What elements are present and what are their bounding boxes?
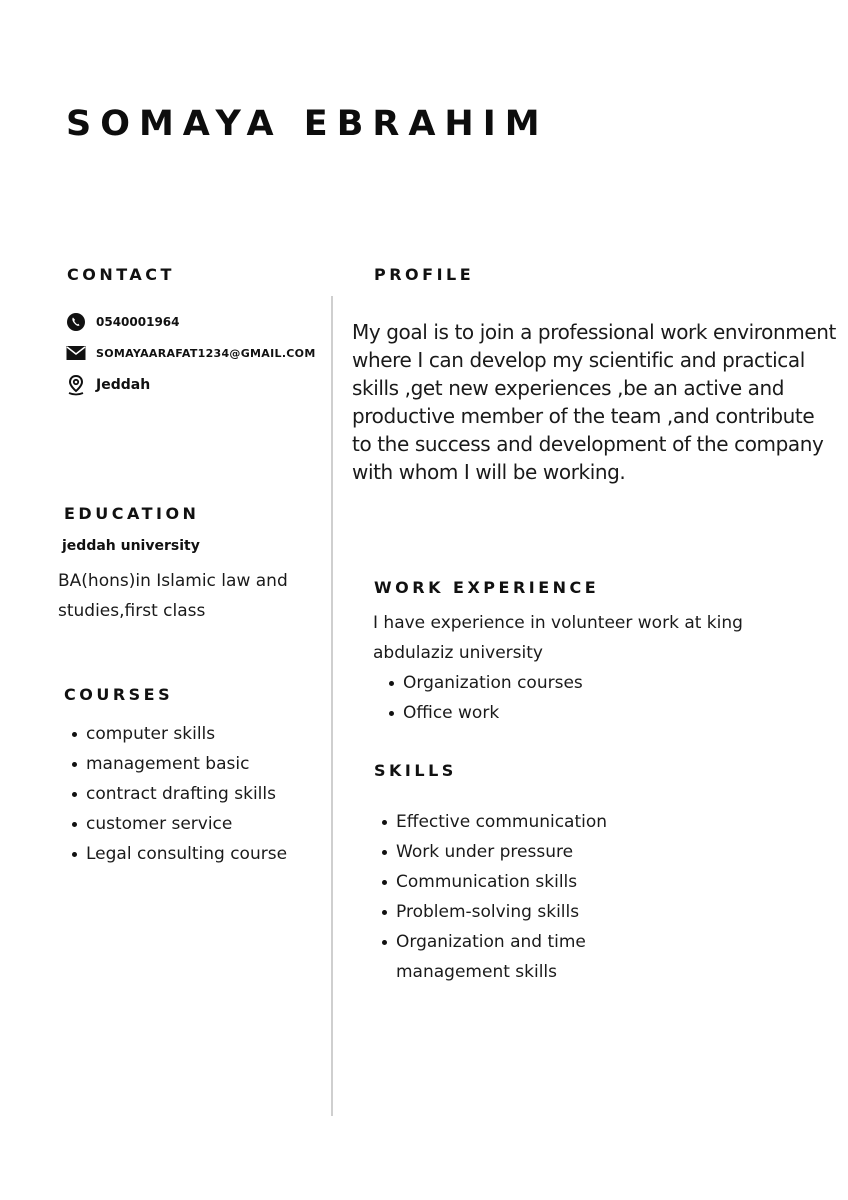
skills-heading: SKILLS xyxy=(374,761,457,780)
list-item: Effective communication xyxy=(382,807,652,837)
bullet-icon xyxy=(72,732,77,737)
bullet-icon xyxy=(72,852,77,857)
bullet-icon xyxy=(389,711,394,716)
work-experience-text: I have experience in volunteer work at king abdulaziz university xyxy=(373,613,743,663)
list-item: Organization and time management skills xyxy=(382,927,652,987)
location-pin-icon xyxy=(66,375,86,395)
list-item: computer skills xyxy=(72,719,322,749)
list-item: Work under pressure xyxy=(382,837,652,867)
resume-name: SOMAYA EBRAHIM xyxy=(66,104,549,144)
work-experience-heading: WORK EXPERIENCE xyxy=(374,578,600,597)
phone-number: 0540001964 xyxy=(96,315,180,329)
profile-heading: PROFILE xyxy=(374,265,475,284)
profile-text: My goal is to join a professional work environment where I can develop my scientific and practical skills ,get new experiences ,be an active and productive member of the team ,and contribute to the success and development of the company with whom I will be working. xyxy=(352,320,836,484)
bullet-icon xyxy=(382,850,387,855)
list-item: Problem-solving skills xyxy=(382,897,652,927)
skills-list xyxy=(382,807,652,987)
list-item: Communication skills xyxy=(382,867,652,897)
courses-list xyxy=(72,719,322,869)
contact-phone-row xyxy=(66,312,180,332)
contact-email-row xyxy=(66,343,316,363)
work-experience-list xyxy=(389,668,689,728)
list-item: Office work xyxy=(389,698,689,728)
education-school: jeddah university xyxy=(62,538,200,554)
list-item: management basic xyxy=(72,749,322,779)
contact-city-row xyxy=(66,375,150,395)
contact-heading: CONTACT xyxy=(67,265,175,284)
bullet-icon xyxy=(382,820,387,825)
bullet-icon xyxy=(382,880,387,885)
bullet-icon xyxy=(382,910,387,915)
envelope-icon xyxy=(66,343,86,363)
email-address: SOMAYAARAFAT1234@GMAIL.COM xyxy=(96,346,316,360)
bullet-icon xyxy=(382,940,387,945)
phone-icon xyxy=(66,312,86,332)
bullet-icon xyxy=(72,822,77,827)
list-item: contract drafting skills xyxy=(72,779,322,809)
courses-heading: COURSES xyxy=(64,685,174,704)
city: Jeddah xyxy=(96,377,151,393)
bullet-icon xyxy=(72,792,77,797)
list-item: Legal consulting course xyxy=(72,839,322,869)
education-heading: EDUCATION xyxy=(64,504,200,523)
bullet-icon xyxy=(72,762,77,767)
education-degree: BA(hons)in Islamic law and studies,first class xyxy=(58,571,288,621)
column-divider xyxy=(331,296,333,1116)
bullet-icon xyxy=(389,681,394,686)
list-item: customer service xyxy=(72,809,322,839)
list-item: Organization courses xyxy=(389,668,689,698)
